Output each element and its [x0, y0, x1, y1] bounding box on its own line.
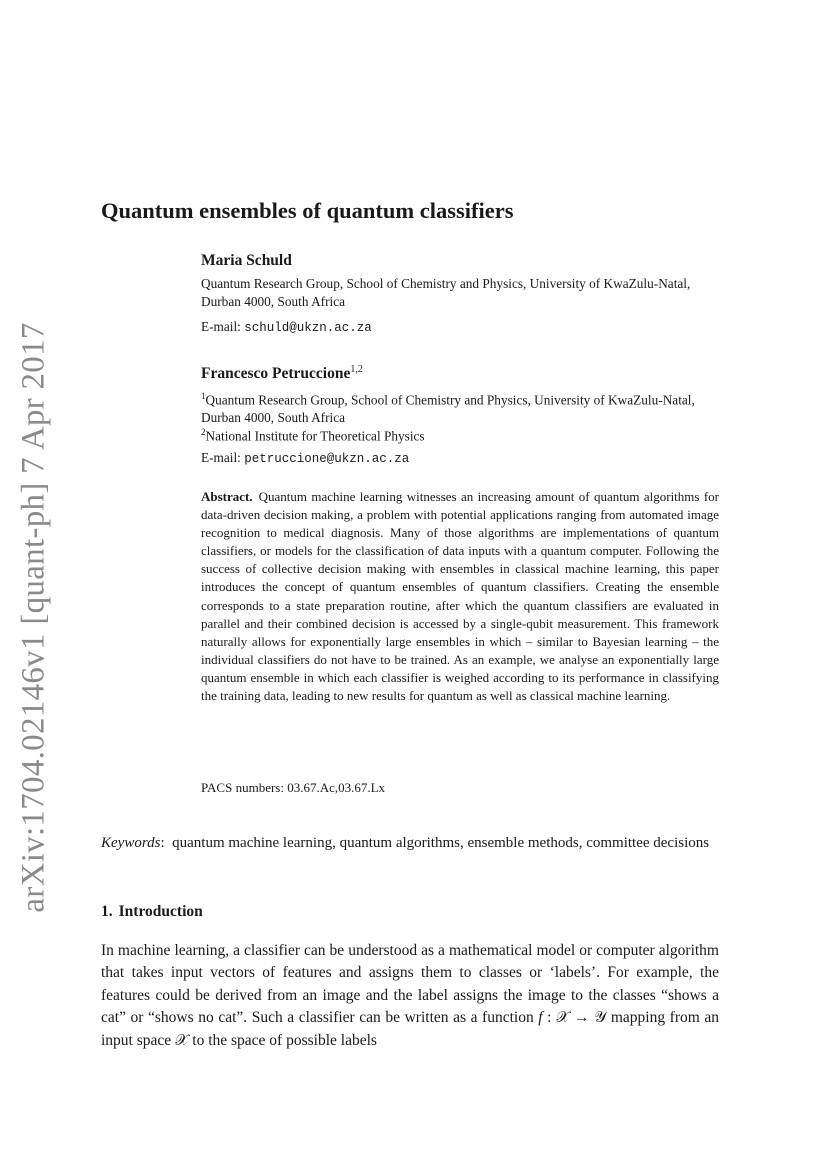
email-label: E-mail: [201, 450, 241, 465]
abstract-label: Abstract. [201, 489, 253, 504]
email-label: E-mail: [201, 319, 241, 334]
arxiv-identifier [11, 321, 57, 913]
pacs-numbers: PACS numbers: 03.67.Ac,03.67.Lx [201, 780, 386, 795]
abstract-text: Quantum machine learning witnesses an increasing amount of quantum algorithms for data-driven decision making, a problem with potential applications ranging from automated image recognition to medical diagnosis. Many of those algorithms are implementations of quantum classifiers, or models for the classification of data inputs with a quantum computer. Following the success of collective decision making with ensembles in classical machine learning, this paper introduces the concept of quantum ensembles of quantum classifiers. Creating the ensemble corresponds to a state preparation routine, after which the quantum classifiers are evaluated in parallel and their combined decision is accessed by a single-qubit measurement. This framework naturally allows for exponentially large ensembles in which – similar to Bayesian learning – the individual classifiers do not have to be trained. As an example, we analyse an exponentially large quantum ensemble in which each classifier is weighed according to its performance in classifying the training data, leading to new results for quantum as well as classical machine learning. [201, 489, 719, 704]
affiliation-text-1: Quantum Research Group, School of Chemistry and Physics, University of KwaZulu-Natal, Durban 4000, South Africa [201, 392, 695, 426]
arxiv-id-text: arXiv:1704.02146v1 [quant-ph] 7 Apr 2017 [15, 321, 52, 913]
introduction-paragraph [101, 940, 719, 1052]
keywords-text: quantum machine learning, quantum algorithms, ensemble methods, committee decisions [172, 835, 710, 851]
math-f: f [538, 1009, 543, 1027]
author-2-name: Francesco Petruccione [201, 365, 351, 383]
affiliation-mark-1: 1 [201, 391, 206, 401]
math-input-space: 𝒳 [556, 1009, 570, 1027]
section-title: Introduction [118, 903, 203, 920]
math-colon: : [542, 1009, 557, 1027]
author-name-1 [201, 252, 292, 270]
section-heading [101, 903, 203, 921]
intro-text-1: In machine learning, a classifier can be understood as a mathematical model or computer algorithm that takes input vectors of features and assigns them to classes or ‘labels’. For example, the features could be derived from an image and the label assigns the image to the classes “shows a cat” or “shows no cat”. Such a classifier can be written as a function [101, 942, 719, 1027]
author-name-2 [201, 364, 363, 383]
author-1-email[interactable]: schuld@ukzn.ac.za [244, 321, 372, 335]
abstract [201, 488, 719, 705]
affiliation-text-2: National Institute for Theoretical Physics [205, 428, 425, 444]
paper-title: Quantum ensembles of quantum classifiers [101, 198, 514, 223]
math-label-space: 𝒴 [594, 1009, 607, 1027]
author-2-affiliation-2 [201, 423, 701, 445]
author-1-affiliation: Quantum Research Group, School of Chemistry and Physics, University of KwaZulu-Natal, Durban 4000, South Africa [201, 276, 691, 309]
math-input-space-2: 𝒳 [175, 1031, 189, 1049]
math-arrow: → [569, 1009, 595, 1027]
section-number: 1. [101, 903, 113, 920]
keywords-label: Keywords [101, 835, 161, 851]
author-2-affiliation-1 [201, 387, 701, 427]
author-1-name: Maria Schuld [201, 252, 292, 269]
author-2-email-line [201, 450, 409, 466]
affiliation-mark-2: 2 [201, 427, 206, 437]
intro-text-3: to the space of possible labels [188, 1031, 377, 1049]
intro-text-2: mapping from an input space [101, 1009, 719, 1049]
keywords: Keywords: quantum machine learning, quantum algorithms, ensemble methods, committee decisions [101, 835, 710, 851]
author-2-affiliation-marks: 1,2 [350, 364, 363, 375]
author-1-email-line [201, 319, 372, 335]
author-2-email[interactable]: petruccione@ukzn.ac.za [244, 452, 410, 466]
